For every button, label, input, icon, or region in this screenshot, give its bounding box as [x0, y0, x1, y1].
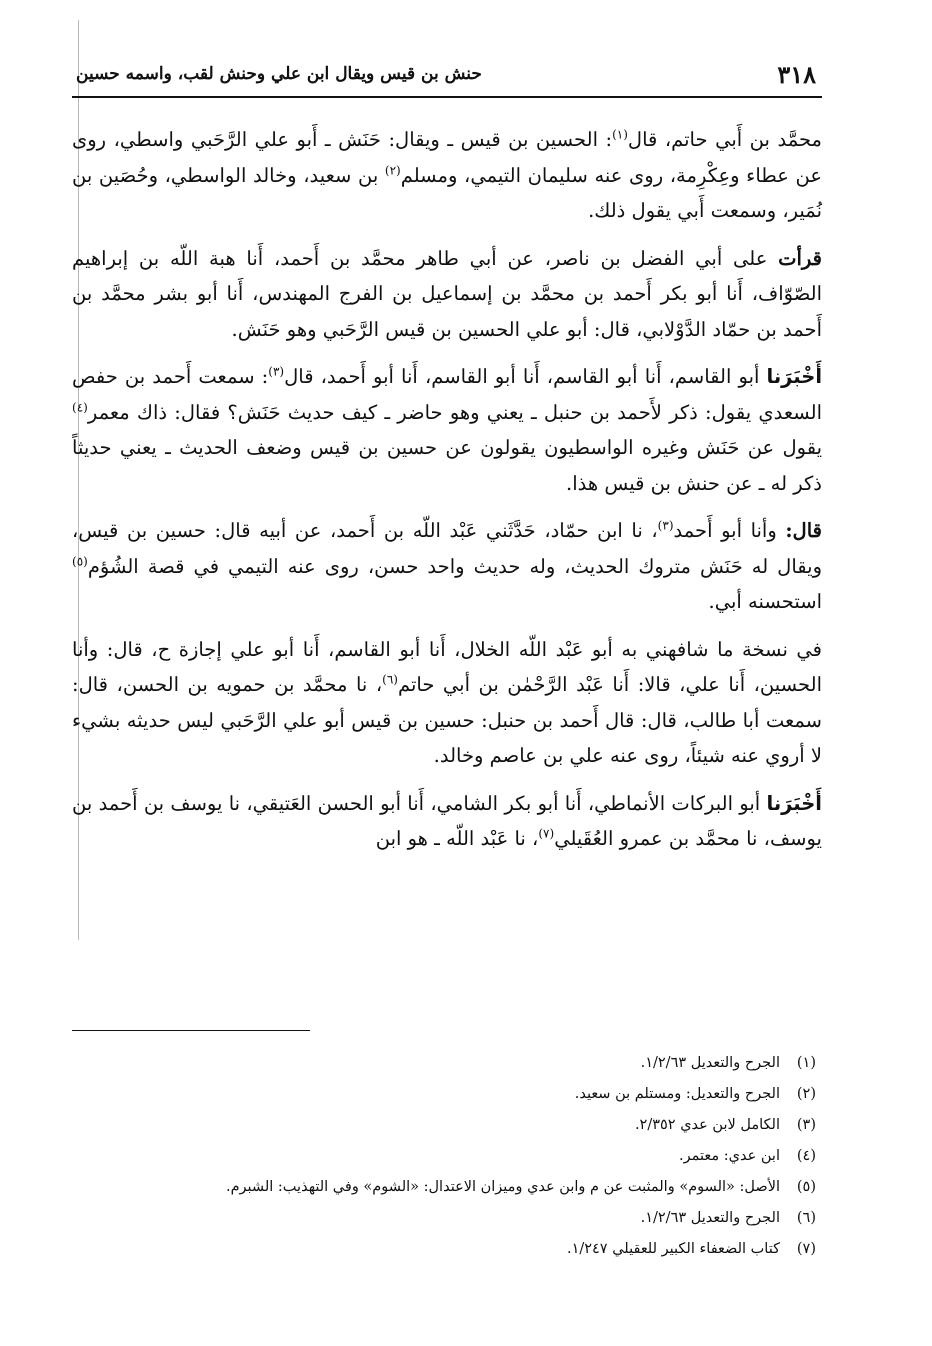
paragraph-lead-word: قرأت: [778, 246, 822, 270]
footnote: [76, 1110, 816, 1141]
paragraph: [72, 786, 822, 857]
footnote-reference: (٥): [72, 554, 88, 568]
footnote-text: الجرح والتعديل ١/٢/٦٣.: [640, 1210, 780, 1226]
footnote-text: الأصل: «السوم» والمثبت عن م وابن عدي وميزان الاعتدال: «الشوم» وفي التهذيب: الشبرم.: [225, 1179, 780, 1195]
text-run: بن سعيد، وخالد الواسطي، وحُصَين بن نُمَير، وسمعت أَبي يقول ذلك.: [72, 163, 822, 222]
footnote: [76, 1048, 816, 1079]
book-page: [72, 58, 822, 1318]
footnote-number: (١): [796, 1055, 816, 1071]
footnote-number: (٣): [796, 1117, 816, 1133]
footnote-text: كتاب الضعفاء الكبير للعقيلي ١/٢٤٧.: [566, 1241, 780, 1257]
footnote: [76, 1172, 816, 1203]
text-run: على أبي الفضل بن ناصر، عن أبي طاهر محمَّد بن أَحمد، أَنا هبة اللّه بن إبراهيم الصّوّاف، أَنا أبو بكر أَحمد بن محمَّد بن إسماعيل بن الفرج المهندس، أَنا أبو بشر محمَّد بن أَحمد بن حمّاد الدَّوْلابي، قال: أبو علي الحسين بن قيس الرَّحَبي وهو حَنَش.: [72, 246, 822, 341]
footnote-reference: (٣): [657, 518, 674, 533]
footnote-reference: (٣): [268, 364, 285, 379]
text-run: ، نا ابن حمّاد، حَدَّثَني عَبْد اللّه بن أَحمد، عن أبيه قال: حسين بن قيس، ويقال له حَنَش متروك الحديث، وله حديث واحد حسن، روى عنه التيمي في قصة الشُؤم: [72, 519, 822, 578]
text-run: أبو البركات الأنماطي، أَنا أبو بكر الشامي، أَنا أبو الحسن العَتيقي، نا يوسف بن أَحمد بن يوسف، نا محمَّد بن عمرو العُقَيلي: [72, 791, 822, 850]
footnote-divider: [72, 1030, 310, 1031]
text-run: ، نا عَبْد اللّه ـ هو ابن: [375, 827, 539, 850]
text-run: ، نا محمَّد بن حمويه بن الحسن، قال: سمعت أبا طالب، قال: قال أَحمد بن حنبل: حسين بن قيس أبو علي الرَّحَبي ليس حديثه بشيء لا أروي عنه شيئاً، روى عنه علي بن عاصم وخالد.: [72, 673, 822, 767]
footnote-number: (٦): [796, 1210, 816, 1226]
footnote-text: الجرح والتعديل ١/٢/٦٣.: [640, 1055, 780, 1071]
running-title: حنش بن قيس ويقال ابن علي وحنش لقب، واسمه حسين: [76, 64, 482, 84]
footnote: [76, 1141, 816, 1172]
footnote: [76, 1203, 816, 1234]
paragraph-lead-word: أَخْبَرَنا: [766, 791, 822, 815]
page-number: ٣١٨: [777, 60, 816, 89]
main-text: [72, 122, 822, 857]
text-run: : الحسين بن قيس ـ ويقال: حَنَش ـ أَبو علي الرَّحَبي واسطي، روى عن عطاء وعِكْرِمة، روى عنه سليمان التيمي، ومسلم: [72, 128, 823, 187]
footnote-text: ابن عدي: معتمر.: [679, 1148, 780, 1164]
footnote-text: الكامل لابن عدي ٢/٣٥٢.: [634, 1117, 780, 1133]
paragraph: [72, 122, 822, 229]
text-run: : سمعت أَحمد بن حفص السعدي يقول: ذكر لأَحمد بن حنبل ـ يعني وهو حاضر ـ كيف حديث حَنَش؟ فقال: ذاك معمر: [72, 365, 822, 424]
footnote-reference: (١): [612, 127, 628, 142]
text-run: استحسنه أبي.: [708, 590, 822, 613]
footnote: [76, 1079, 816, 1110]
paragraph: [72, 632, 822, 774]
footnote-number: (٥): [796, 1179, 816, 1195]
footnote-reference: (٧): [538, 826, 555, 841]
text-run: وأنا أبو أَحمد: [673, 519, 786, 542]
footnote-number: (٤): [796, 1148, 816, 1164]
paragraph: [72, 513, 822, 620]
footnote-number: (٢): [796, 1086, 816, 1102]
footnote: [76, 1234, 816, 1265]
paragraph-lead-word: أَخْبَرَنا: [766, 365, 823, 388]
footnote-text: الجرح والتعديل: ومستلم بن سعيد.: [574, 1086, 780, 1102]
footnote-reference: (٦): [382, 672, 398, 687]
footnote-reference: (٤): [72, 400, 88, 414]
footnote-reference: (٢): [384, 163, 401, 177]
page-header: [72, 58, 822, 98]
paragraph-lead-word: قال:: [785, 519, 822, 542]
text-run: محمَّد بن أَبي حاتم، قال: [627, 128, 822, 151]
footnotes-section: [76, 1048, 816, 1265]
text-run: في نسخة ما شافهني به أبو عَبْد اللّه الخلال، أَنا أبو القاسم، أَنا أبو علي إجازة ح، قال: وأنا الحسين، أَنا علي، قالا: أَنا عَبْد الرَّحْمٰن بن أبي حاتم: [72, 637, 822, 696]
text-run: يقول عن حَنَش وغيره الواسطيون يقولون عن حسين بن قيس وضعف الحديث ـ يعني حديثاً ذكر له ـ عن حنش بن قيس هذا.: [72, 436, 822, 495]
footnote-number: (٧): [796, 1241, 816, 1257]
paragraph: [72, 359, 822, 501]
text-run: أبو القاسم، أَنا أبو القاسم، أَنا أبو القاسم، أَنا أبو أَحمد، قال: [284, 365, 767, 388]
paragraph: [72, 241, 822, 348]
